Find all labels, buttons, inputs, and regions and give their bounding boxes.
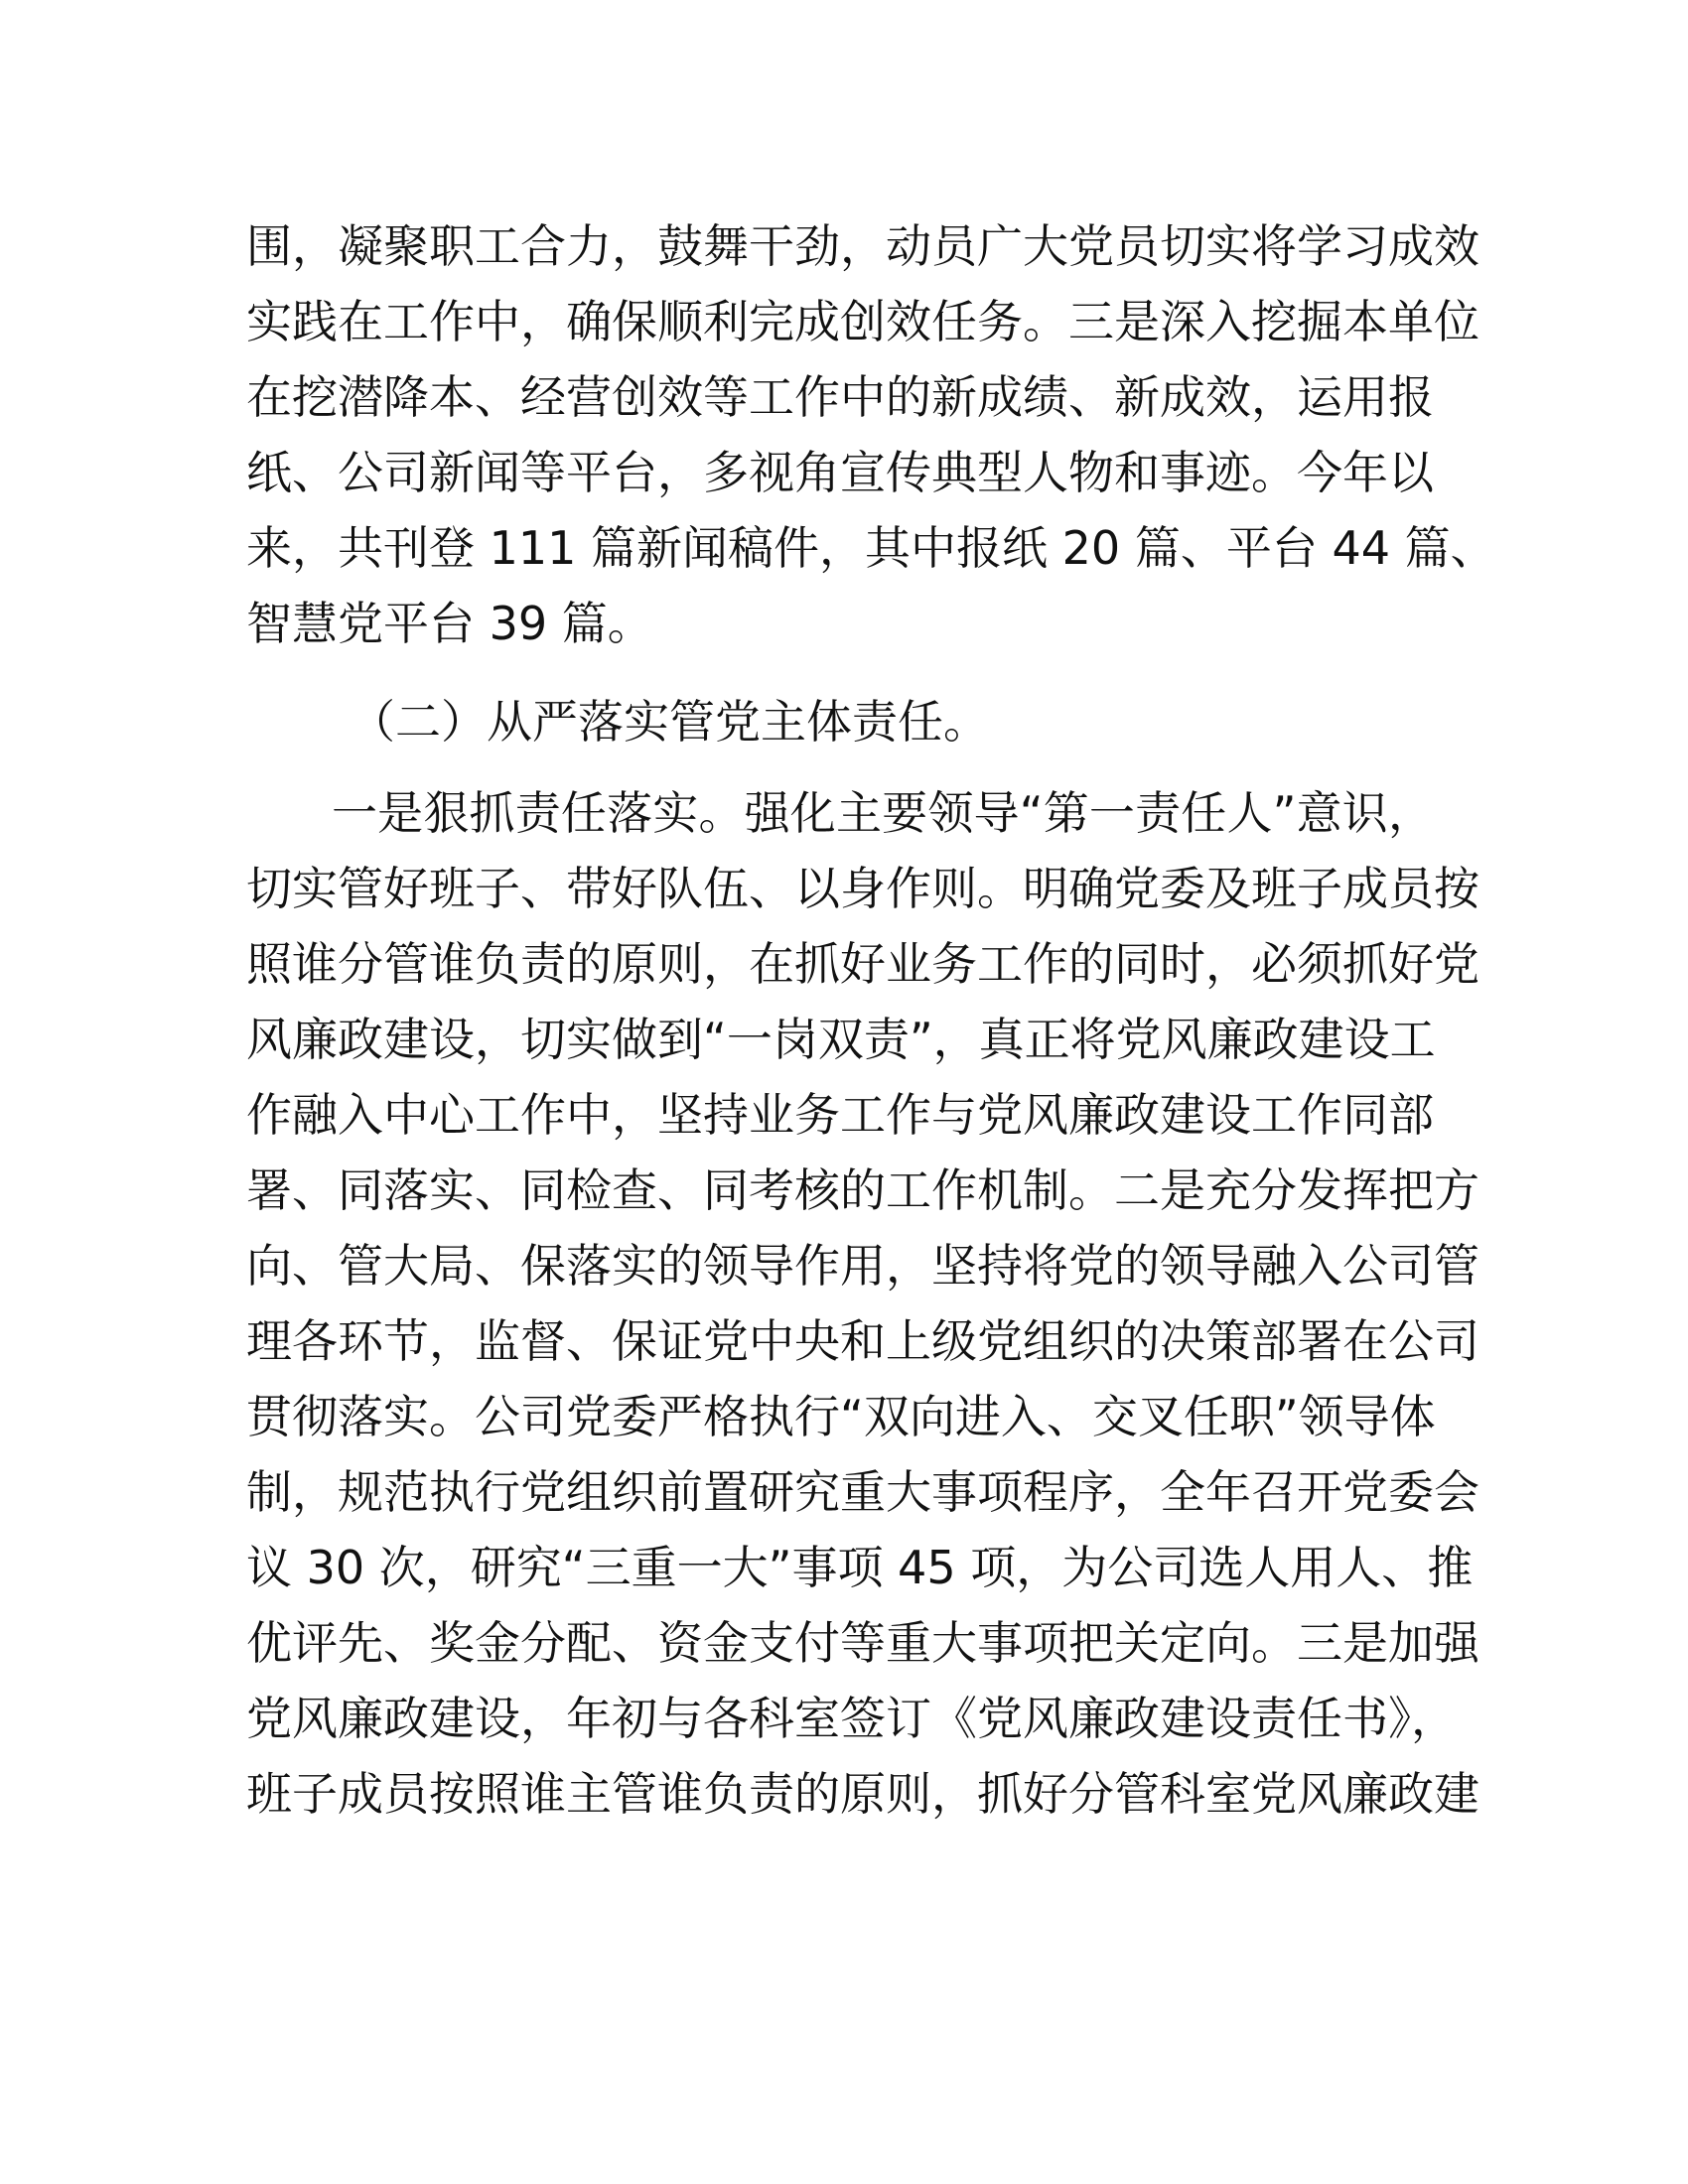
section-heading-text: （二）从严落实管党主体责任。 — [350, 695, 989, 749]
text-line: 切实管好班子、带好队伍、以身作则。明确党委及班子成员按 — [246, 862, 1479, 915]
text-line: 纸、公司新闻等平台，多视角宣传典型人物和事迹。今年以 — [246, 446, 1434, 499]
text-line: 贯彻落实。公司党委严格执行“双向进入、交叉任职”领导体 — [246, 1390, 1436, 1443]
text-line: 理各环节，监督、保证党中央和上级党组织的决策部署在公司 — [246, 1314, 1479, 1368]
text-line: 优评先、奖金分配、资金支付等重大事项把关定向。三是加强 — [246, 1616, 1479, 1670]
text-line: 实践在工作中，确保顺利完成创效任务。三是深入挖掘本单位 — [246, 295, 1479, 348]
text-line: 来，共刊登 111 篇新闻稿件，其中报纸 20 篇、平台 44 篇、 — [246, 521, 1496, 575]
text-line: 署、同落实、同检查、同考核的工作机制。二是充分发挥把方 — [246, 1163, 1479, 1217]
paragraph-responsibility — [246, 775, 1479, 1832]
text-line: 党风廉政建设，年初与各科室签订《党风廉政建设责任书》， — [246, 1692, 1457, 1745]
text-line: 作融入中心工作中，坚持业务工作与党风廉政建设工作同部 — [246, 1088, 1434, 1142]
text-line: 照谁分管谁负责的原则，在抓好业务工作的同时，必须抓好党 — [246, 937, 1479, 991]
text-line: 智慧党平台 39 篇。 — [246, 597, 653, 650]
text-line: 议 30 次，研究“三重一大”事项 45 项，为公司选人用人、推 — [246, 1541, 1474, 1594]
paragraph-continued — [246, 208, 1496, 661]
text-line: 风廉政建设，切实做到“一岗双责”，真正将党风廉政建设工 — [246, 1013, 1436, 1066]
text-line: 班子成员按照谁主管谁负责的原则，抓好分管科室党风廉政建 — [246, 1767, 1479, 1821]
text-line: 制，规范执行党组织前置研究重大事项程序，全年召开党委会 — [246, 1465, 1479, 1519]
text-line: 向、管大局、保落实的领导作用，坚持将党的领导融入公司管 — [246, 1239, 1479, 1293]
text-line: 围，凝聚职工合力，鼓舞干劲，动员广大党员切实将学习成效 — [246, 219, 1479, 273]
text-line: 在挖潜降本、经营创效等工作中的新成绩、新成效，运用报 — [246, 370, 1434, 424]
section-heading — [246, 684, 1434, 759]
text-line-first: 一是狠抓责任落实。强化主要领导“第一责任人”意识， — [332, 786, 1434, 840]
